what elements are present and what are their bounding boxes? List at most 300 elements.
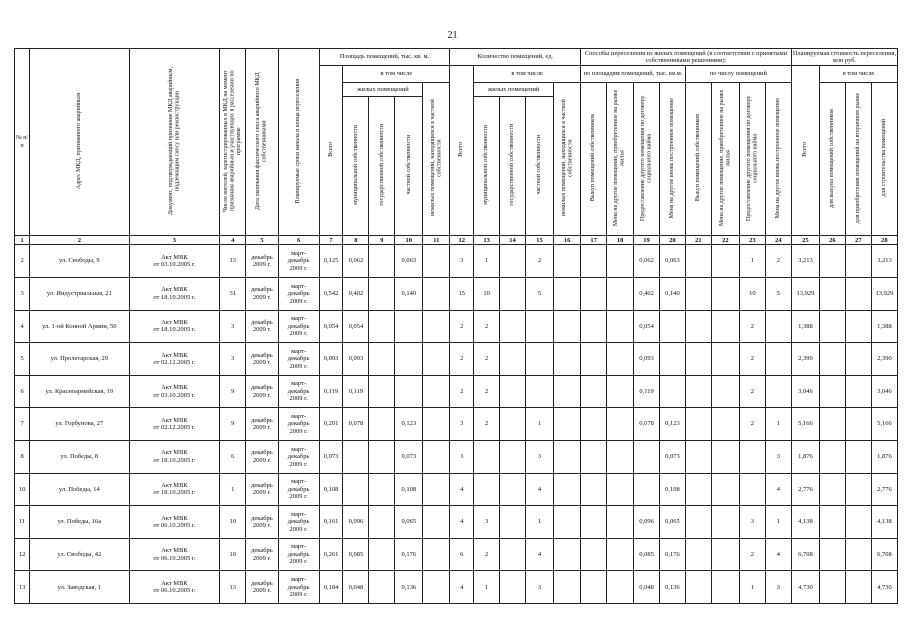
cell-c27: [845, 277, 871, 310]
planned-year: 2009 г.: [289, 297, 308, 305]
cell-c23: [739, 310, 765, 343]
cell-c8: [343, 538, 369, 571]
row-residents: [220, 310, 246, 343]
row-planned: [278, 571, 319, 604]
row-demolish: [246, 538, 278, 571]
cell-c13: [474, 408, 500, 441]
column-number: 17: [581, 236, 607, 245]
row-address-text: ул. Индустриальная, 21: [46, 290, 112, 298]
cell-value: 4: [460, 485, 464, 493]
demolish-month: декабрь: [251, 351, 273, 359]
row-address: [30, 408, 129, 441]
cell-c7: [319, 441, 343, 474]
planned-end: декабрь: [287, 387, 310, 395]
cell-c15: [525, 375, 553, 408]
doc-date: от 06.10.2005 г.: [153, 554, 196, 562]
planned-start: март-: [291, 413, 307, 420]
cell-value: 0,161: [323, 518, 339, 526]
doc-line: Акт МВК: [161, 449, 188, 457]
cell-c26: [819, 277, 845, 310]
cell-c13: [474, 506, 500, 539]
cell-c19: [634, 343, 660, 376]
cell-c7: [319, 310, 343, 343]
cell-value: 0,093: [323, 355, 339, 363]
demolish-year: 2009 г.: [252, 456, 271, 464]
doc-date: от 03.10.2005 г.: [153, 261, 196, 269]
cell-value: 2,390: [877, 355, 892, 363]
cell-c8: [343, 245, 369, 278]
cell-c20: [659, 506, 685, 539]
cell-value: 5: [776, 290, 780, 298]
cell-c9: [369, 408, 395, 441]
cell-value: 0,063: [665, 257, 680, 265]
header-area-exch-market: Мена на другое помещение, приобретенное на рынке жилья: [607, 83, 634, 236]
header-count-exch-market: Мена на другое помещение, приобретенное на рынке жилья: [711, 83, 739, 236]
cell-value: 0,136: [665, 583, 680, 591]
cell-value: 2: [750, 420, 754, 428]
cell-c22: [711, 473, 739, 506]
row-address-text: ул. Победы, 8: [60, 453, 99, 461]
header-area-residential: жилых помещений: [343, 83, 423, 97]
cell-c28: [871, 343, 897, 376]
cell-c21: [685, 343, 711, 376]
cell-c19: [634, 408, 660, 441]
cell-c24: [765, 375, 791, 408]
cell-c11: [423, 571, 450, 604]
cell-c15: [525, 408, 553, 441]
cell-value: 0,119: [639, 387, 654, 395]
cell-c12: [450, 571, 474, 604]
row-number-text: 13: [18, 583, 26, 591]
row-number: [15, 245, 30, 278]
cell-c23: [739, 408, 765, 441]
cell-value: 2: [776, 257, 780, 265]
row-number: [15, 473, 30, 506]
cell-value: 2: [484, 550, 489, 558]
cell-value: 0,078: [348, 420, 364, 428]
cell-c22: [711, 343, 739, 376]
demolish-year: 2009 г.: [252, 522, 271, 530]
cell-c13: [474, 571, 500, 604]
cell-c7: [319, 506, 343, 539]
column-number: 1: [15, 236, 30, 245]
doc-date: от 18.10.2005 г.: [153, 489, 196, 497]
demolish-month: декабрь: [251, 384, 273, 392]
cell-value: 0,261: [323, 550, 339, 558]
cell-c23: [739, 473, 765, 506]
cell-value: 0,078: [639, 420, 654, 428]
cell-value: 0,125: [323, 257, 339, 265]
cell-c10: [395, 571, 423, 604]
header-count-group: Количество помещений, ед.: [450, 49, 581, 66]
cell-c18: [607, 375, 634, 408]
cell-c26: [819, 473, 845, 506]
cell-c14: [500, 473, 526, 506]
cell-c19: [634, 310, 660, 343]
cell-c25: [791, 375, 819, 408]
cell-value: 3: [776, 583, 780, 591]
row-planned: [278, 441, 319, 474]
cell-c16: [554, 375, 581, 408]
header-count-exch-new: Мена на другое вновь построенное помещение: [765, 83, 791, 236]
demolish-month: декабрь: [251, 514, 273, 522]
cell-c25: [791, 277, 819, 310]
cell-value: 0,062: [639, 257, 654, 265]
row-number: [15, 441, 30, 474]
column-number: 22: [711, 236, 739, 245]
cell-c28: [871, 538, 897, 571]
cell-value: 2,776: [798, 485, 813, 493]
cell-value: 1,876: [798, 453, 813, 461]
header-area-municipal: муниципальной собственности: [343, 97, 369, 236]
cell-c19: [634, 473, 660, 506]
cell-c15: [525, 571, 553, 604]
doc-date: от 03.10.2005 г.: [153, 391, 196, 399]
cell-value: 3,213: [798, 257, 813, 265]
table-row: [15, 506, 898, 539]
demolish-month: декабрь: [251, 547, 273, 555]
column-number: 19: [634, 236, 660, 245]
row-number: [15, 506, 30, 539]
row-address-text: ул. Горбунова, 27: [55, 420, 104, 428]
register-table: [14, 48, 898, 604]
cell-value: 10: [749, 290, 756, 298]
row-address-text: ул. Пролетарская, 29: [50, 355, 108, 363]
cell-c26: [819, 408, 845, 441]
planned-end: декабрь: [287, 420, 310, 428]
cell-value: 5: [537, 290, 542, 298]
header-cost-group: Планируемая стоимость переселения, млн руб.: [792, 49, 897, 64]
cell-c9: [369, 571, 395, 604]
cell-c12: [450, 375, 474, 408]
cell-c12: [450, 343, 474, 376]
cell-c12: [450, 441, 474, 474]
cell-value: 0,140: [401, 290, 417, 298]
cell-value: 6,708: [798, 550, 813, 558]
cell-c28: [871, 506, 897, 539]
cell-c13: [474, 538, 500, 571]
residents-value: 10: [229, 518, 236, 526]
row-residents: [220, 473, 246, 506]
cell-c27: [845, 538, 871, 571]
cell-c13: [474, 473, 500, 506]
cell-c23: [739, 441, 765, 474]
cell-value: 2: [750, 355, 754, 363]
row-demolish: [246, 310, 278, 343]
demolish-year: 2009 г.: [252, 293, 271, 301]
cell-value: 1,388: [798, 322, 813, 330]
row-address: [30, 506, 129, 539]
cell-c24: [765, 473, 791, 506]
cell-c26: [819, 571, 845, 604]
cell-c27: [845, 473, 871, 506]
row-document: [129, 538, 220, 571]
cell-c24: [765, 277, 791, 310]
cell-value: 4: [537, 550, 542, 558]
planned-end: декабрь: [287, 453, 310, 461]
row-demolish: [246, 245, 278, 278]
cell-c13: [474, 277, 500, 310]
column-number: 14: [500, 236, 526, 245]
cell-c18: [607, 506, 634, 539]
planned-year: 2009 г.: [289, 525, 308, 533]
cell-value: 1: [776, 420, 780, 428]
cell-c9: [369, 343, 395, 376]
row-document: [129, 375, 220, 408]
cell-c18: [607, 310, 634, 343]
cell-c15: [525, 506, 553, 539]
column-number: 27: [845, 236, 871, 245]
cell-c8: [343, 375, 369, 408]
column-number: 23: [739, 236, 765, 245]
row-address-text: ул. Победы, 16а: [57, 518, 102, 526]
cell-c21: [685, 506, 711, 539]
row-address: [30, 277, 129, 310]
cell-c19: [634, 375, 660, 408]
cell-c21: [685, 277, 711, 310]
row-residents: [220, 375, 246, 408]
cell-c10: [395, 277, 423, 310]
row-address: [30, 538, 129, 571]
row-document: [129, 310, 220, 343]
cell-c17: [581, 310, 607, 343]
row-number: [15, 343, 30, 376]
cell-c14: [500, 310, 526, 343]
cell-value: 3: [776, 453, 780, 461]
cell-c27: [845, 506, 871, 539]
cell-c28: [871, 375, 897, 408]
cell-c24: [765, 571, 791, 604]
doc-line: Акт МВК: [161, 286, 188, 294]
cell-value: 1,876: [877, 453, 892, 461]
cell-value: 3: [484, 518, 489, 526]
doc-line: Акт МВК: [161, 579, 188, 587]
cell-value: 0,108: [323, 485, 339, 493]
cell-c23: [739, 375, 765, 408]
demolish-month: декабрь: [251, 449, 273, 457]
cell-value: 0,054: [323, 322, 339, 330]
cell-c7: [319, 571, 343, 604]
cell-c9: [369, 538, 395, 571]
row-residents: [220, 506, 246, 539]
planned-end: декабрь: [287, 485, 310, 493]
column-number: 25: [791, 236, 819, 245]
cell-c22: [711, 538, 739, 571]
column-number: 4: [220, 236, 246, 245]
cell-c27: [845, 441, 871, 474]
cell-c24: [765, 441, 791, 474]
cell-c17: [581, 571, 607, 604]
cell-c28: [871, 408, 897, 441]
planned-start: март-: [291, 445, 307, 453]
header-methods-group: Способы переселения из жилых помещений (в соответствии с принятыми собственниками решениями):: [581, 49, 792, 66]
cell-c8: [343, 506, 369, 539]
doc-line: Акт МВК: [161, 318, 188, 326]
cell-c13: [474, 375, 500, 408]
cell-value: 0,073: [401, 453, 417, 461]
column-number: 6: [278, 236, 319, 245]
cell-c9: [369, 277, 395, 310]
table-row: [15, 245, 898, 278]
row-residents: [220, 571, 246, 604]
cell-c28: [871, 310, 897, 343]
cell-c25: [791, 408, 819, 441]
row-demolish: [246, 506, 278, 539]
cell-c16: [554, 571, 581, 604]
cell-value: 3,046: [798, 387, 813, 395]
cell-c26: [819, 506, 845, 539]
planned-start: март-: [291, 510, 307, 518]
cell-c11: [423, 277, 450, 310]
row-number: [15, 277, 30, 310]
cell-value: 0,065: [401, 518, 417, 526]
planned-year: 2009 г.: [289, 493, 308, 501]
cell-c25: [791, 506, 819, 539]
row-document: [129, 277, 220, 310]
cell-c12: [450, 506, 474, 539]
residents-value: 3: [231, 322, 235, 330]
cell-c10: [395, 441, 423, 474]
row-number: [15, 310, 30, 343]
cell-c9: [369, 310, 395, 343]
table-row: [15, 441, 898, 474]
header-residents: Число жителей, зарегистрированных в МКД на момент признания аварийным и участвующих в расселении по программе: [220, 49, 246, 236]
cell-c16: [554, 506, 581, 539]
cell-value: 0,063: [401, 257, 417, 265]
cell-value: 2: [750, 387, 754, 395]
cell-c10: [395, 473, 423, 506]
header-area-exch-new: Мена на другое вновь построенное помещение: [659, 83, 685, 236]
planned-year: 2009 г.: [289, 558, 308, 566]
cell-c25: [791, 310, 819, 343]
cell-c27: [845, 375, 871, 408]
header-cost-incl: в том числе: [819, 66, 897, 83]
row-demolish: [246, 473, 278, 506]
header-cost-market: для приобретения помещений на вторичном рынке: [845, 83, 871, 236]
cell-value: 4,138: [798, 518, 813, 526]
column-number: 10: [395, 236, 423, 245]
demolish-year: 2009 г.: [252, 358, 271, 366]
cell-c16: [554, 538, 581, 571]
column-number: 11: [423, 236, 450, 245]
cell-value: 0,402: [639, 290, 654, 298]
cell-value: 4,730: [798, 583, 813, 591]
residents-value: 6: [231, 453, 235, 461]
cell-c24: [765, 310, 791, 343]
cell-c9: [369, 506, 395, 539]
header-planned-dates: Планируемые сроки начала и конца переселения: [278, 49, 319, 236]
cell-c27: [845, 408, 871, 441]
table-row: [15, 375, 898, 408]
cell-c18: [607, 441, 634, 474]
doc-date: от 02.12.2005 г.: [153, 424, 196, 432]
column-number: 9: [369, 236, 395, 245]
cell-c11: [423, 375, 450, 408]
row-address-text: ул. Заводская, 1: [57, 583, 101, 591]
cell-value: 0,085: [639, 550, 654, 558]
cell-value: 2: [750, 550, 754, 558]
header-area-group: Площадь помещений, тыс. кв. м.: [319, 49, 450, 66]
cell-c28: [871, 277, 897, 310]
cell-c21: [685, 310, 711, 343]
cell-c8: [343, 441, 369, 474]
cell-c20: [659, 408, 685, 441]
cell-c16: [554, 245, 581, 278]
cell-c19: [634, 277, 660, 310]
cell-c20: [659, 310, 685, 343]
cell-value: 0,108: [401, 485, 417, 493]
cell-value: 2: [750, 322, 754, 330]
cell-c26: [819, 375, 845, 408]
doc-line: Акт МВК: [161, 481, 188, 489]
cell-value: 3,213: [877, 257, 892, 265]
cell-c26: [819, 310, 845, 343]
cell-c17: [581, 473, 607, 506]
header-area-total: Всего: [319, 66, 343, 236]
doc-date: от 06.10.2005 г.: [153, 522, 196, 530]
cell-c14: [500, 245, 526, 278]
row-demolish: [246, 277, 278, 310]
cell-value: 2,776: [877, 485, 892, 493]
table-row: [15, 473, 898, 506]
residents-value: 13: [229, 257, 236, 265]
cell-c19: [634, 441, 660, 474]
header-by-area: по площадям помещений, тыс. кв.м.: [581, 66, 686, 83]
header-count-municipal: муниципальной собственности: [474, 97, 500, 236]
cell-c21: [685, 473, 711, 506]
cell-c14: [500, 343, 526, 376]
row-document: [129, 571, 220, 604]
row-address-text: ул. Красноармейская, 19: [45, 387, 114, 395]
column-number: 28: [871, 236, 897, 245]
row-residents: [220, 441, 246, 474]
cell-c18: [607, 538, 634, 571]
cell-value: 0,184: [323, 583, 339, 591]
cell-c24: [765, 343, 791, 376]
cell-value: 0,108: [665, 485, 680, 493]
planned-end: декабрь: [287, 290, 310, 298]
cell-c16: [554, 277, 581, 310]
demolish-month: декабрь: [251, 481, 273, 489]
cell-c24: [765, 506, 791, 539]
row-document: [129, 245, 220, 278]
cell-c20: [659, 245, 685, 278]
planned-year: 2009 г.: [289, 427, 308, 435]
planned-end: декабрь: [287, 322, 310, 330]
cell-c15: [525, 245, 553, 278]
cell-c14: [500, 441, 526, 474]
row-residents: [220, 277, 246, 310]
planned-year: 2009 г.: [289, 330, 308, 338]
cell-c17: [581, 441, 607, 474]
planned-year: 2009 г.: [289, 591, 308, 598]
cell-c12: [450, 310, 474, 343]
cell-c10: [395, 506, 423, 539]
cell-c21: [685, 571, 711, 604]
header-count-incl: в том числе: [474, 66, 581, 83]
cell-value: 0,176: [401, 550, 417, 558]
cell-c17: [581, 375, 607, 408]
cell-c28: [871, 441, 897, 474]
row-address: [30, 441, 129, 474]
cell-c17: [581, 245, 607, 278]
residents-value: 9: [231, 387, 235, 395]
planned-year: 2009 г.: [289, 460, 308, 468]
residents-value: 9: [231, 420, 235, 428]
cell-c8: [343, 310, 369, 343]
column-number-row: [15, 236, 898, 245]
cell-c10: [395, 343, 423, 376]
